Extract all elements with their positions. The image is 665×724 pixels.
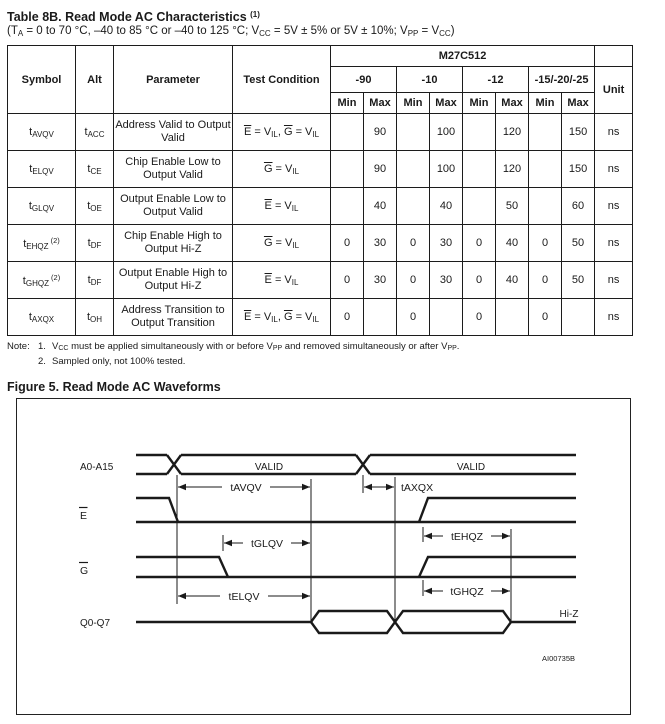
symbol-cell: $t_{EHQZ}$ $^{(2)}$ xyxy=(8,225,76,262)
value-cell: 40 xyxy=(496,225,529,262)
condition-cell: $\overline{E} = V_{IL}$, $\overline{G} = V_{IL}$ xyxy=(233,114,331,151)
parameter-cell: Address Valid to Output Valid xyxy=(114,114,233,151)
value-cell: 30 xyxy=(364,225,397,262)
header-parameter: Parameter xyxy=(114,46,233,114)
value-cell: 50 xyxy=(562,262,595,299)
read-mode-waveform-diagram xyxy=(17,399,630,714)
value-cell xyxy=(397,188,430,225)
chip-enable-signal-label: E xyxy=(80,510,88,522)
value-cell: 150 xyxy=(562,151,595,188)
alt-cell: $t_{DF}$ xyxy=(76,225,114,262)
header-min: Min xyxy=(463,93,496,114)
value-cell: 50 xyxy=(562,225,595,262)
output-data-waveform xyxy=(136,611,576,633)
header-device: M27C512 xyxy=(331,46,595,67)
condition-cell: $\overline{E} = V_{IL}$ xyxy=(233,188,331,225)
chip-enable-waveform xyxy=(136,498,576,522)
hiz-label: Hi-Z xyxy=(559,609,579,620)
value-cell: 100 xyxy=(430,151,463,188)
value-cell: 0 xyxy=(397,262,430,299)
parameter-cell: Address Transition to Output Transition xyxy=(114,299,233,336)
alt-cell: $t_{OE}$ xyxy=(76,188,114,225)
table-row xyxy=(8,188,633,225)
header-speed: -90 xyxy=(331,67,397,93)
value-cell: 0 xyxy=(331,262,364,299)
value-cell xyxy=(496,299,529,336)
unit-cell: ns xyxy=(595,188,633,225)
header-max: Max xyxy=(430,93,463,114)
value-cell: 40 xyxy=(430,188,463,225)
value-cell: 40 xyxy=(496,262,529,299)
header-max: Max xyxy=(364,93,397,114)
note-label: Note: xyxy=(7,341,30,352)
header-unit: Unit xyxy=(595,67,633,114)
table-row xyxy=(8,151,633,188)
note-number: 1. xyxy=(38,341,46,352)
unit-cell: ns xyxy=(595,225,633,262)
output-enable-waveform xyxy=(136,557,576,577)
valid-label: VALID xyxy=(456,462,486,473)
unit-cell: ns xyxy=(595,299,633,336)
symbol-cell: $t_{GHQZ}$ $^{(2)}$ xyxy=(8,262,76,299)
value-cell: 50 xyxy=(496,188,529,225)
value-cell: 0 xyxy=(397,225,430,262)
parameter-cell: Chip Enable High to Output Hi-Z xyxy=(114,225,233,262)
value-cell: 0 xyxy=(331,299,364,336)
header-max: Max xyxy=(562,93,595,114)
condition-cell: $\overline{G} = V_{IL}$ xyxy=(233,151,331,188)
value-cell xyxy=(529,188,562,225)
address-waveform xyxy=(136,455,576,474)
value-cell xyxy=(463,114,496,151)
value-cell: 0 xyxy=(529,299,562,336)
note-number: 2. xyxy=(38,356,46,367)
output-signal-label: Q0-Q7 xyxy=(80,618,111,629)
figure-title: Figure 5. Read Mode AC Waveforms xyxy=(7,380,221,394)
output-enable-signal-label: G xyxy=(80,565,89,577)
header-symbol: Symbol xyxy=(8,46,76,114)
symbol-cell: $t_{GLQV}$ xyxy=(8,188,76,225)
value-cell xyxy=(529,151,562,188)
address-signal-label: A0-A15 xyxy=(80,462,114,473)
value-cell: 0 xyxy=(529,225,562,262)
value-cell xyxy=(463,188,496,225)
taxqx-label: tAXQX xyxy=(401,482,434,494)
notes xyxy=(7,340,665,368)
value-cell xyxy=(463,151,496,188)
table-row xyxy=(8,299,633,336)
valid-label: VALID xyxy=(254,462,284,473)
value-cell: 40 xyxy=(364,188,397,225)
parameter-cell: Chip Enable Low to Output Valid xyxy=(114,151,233,188)
table-subtitle: ($T_A = 0$ to 70 °C, –40 to 85 °C or –40 to 125 °C; $V_{CC} = 5V \pm 5\%$ or 5V ± 10%; $V_{PP} = V_{CC}$) xyxy=(7,25,455,38)
header-blank xyxy=(595,46,633,67)
value-cell: 0 xyxy=(463,225,496,262)
condition-cell: $\overline{E} = V_{IL}$, $\overline{G} = V_{IL}$ xyxy=(233,299,331,336)
value-cell: 120 xyxy=(496,151,529,188)
value-cell: 30 xyxy=(430,225,463,262)
value-cell xyxy=(331,114,364,151)
parameter-cell: Output Enable Low to Output Valid xyxy=(114,188,233,225)
value-cell xyxy=(364,299,397,336)
header-min: Min xyxy=(331,93,364,114)
tghqz-label: tGHQZ xyxy=(450,586,484,598)
table-title: Table 8B. Read Mode AC Characteristics $^{(1)}$ xyxy=(7,10,260,24)
note-text: $V_{CC}$ must be applied simultaneously with or before $V_{PP}$ and removed simultaneously or after $V_{PP}$. xyxy=(52,341,460,352)
note-item xyxy=(7,340,665,355)
symbol-cell: $t_{ELQV}$ xyxy=(8,151,76,188)
telqv-label: tELQV xyxy=(228,591,260,603)
value-cell: 0 xyxy=(463,299,496,336)
note-text: Sampled only, not 100% tested. xyxy=(52,356,186,367)
unit-cell: ns xyxy=(595,262,633,299)
table-row xyxy=(8,225,633,262)
symbol-cell: $t_{AVQV}$ xyxy=(8,114,76,151)
waveform-figure xyxy=(16,398,631,715)
alt-cell: $t_{ACC}$ xyxy=(76,114,114,151)
tglqv-label: tGLQV xyxy=(250,538,284,550)
unit-cell: ns xyxy=(595,114,633,151)
symbol-cell: $t_{AXQX}$ xyxy=(8,299,76,336)
value-cell xyxy=(331,188,364,225)
value-cell: 100 xyxy=(430,114,463,151)
value-cell: 150 xyxy=(562,114,595,151)
condition-cell: $\overline{G} = V_{IL}$ xyxy=(233,225,331,262)
value-cell: 90 xyxy=(364,151,397,188)
tavqv-label: tAVQV xyxy=(230,482,262,494)
value-cell xyxy=(397,114,430,151)
value-cell xyxy=(331,151,364,188)
unit-cell: ns xyxy=(595,151,633,188)
alt-cell: $t_{DF}$ xyxy=(76,262,114,299)
alt-cell: $t_{CE}$ xyxy=(76,151,114,188)
value-cell xyxy=(562,299,595,336)
header-speed: -15/-20/-25 xyxy=(529,67,595,93)
tehqz-label: tEHQZ xyxy=(450,531,484,543)
header-test-condition: Test Condition xyxy=(233,46,331,114)
header-min: Min xyxy=(529,93,562,114)
value-cell: 0 xyxy=(331,225,364,262)
note-item xyxy=(7,355,665,368)
table-row xyxy=(8,262,633,299)
value-cell: 0 xyxy=(397,299,430,336)
condition-cell: $\overline{E} = V_{IL}$ xyxy=(233,262,331,299)
value-cell xyxy=(397,151,430,188)
table-row xyxy=(8,114,633,151)
header-alt: Alt xyxy=(76,46,114,114)
value-cell: 60 xyxy=(562,188,595,225)
value-cell: 30 xyxy=(364,262,397,299)
value-cell: 0 xyxy=(463,262,496,299)
value-cell: 120 xyxy=(496,114,529,151)
header-max: Max xyxy=(496,93,529,114)
ac-characteristics-table xyxy=(7,45,633,336)
value-cell xyxy=(529,114,562,151)
value-cell: 30 xyxy=(430,262,463,299)
header-speed: -12 xyxy=(463,67,529,93)
parameter-cell: Output Enable High to Output Hi-Z xyxy=(114,262,233,299)
value-cell: 0 xyxy=(529,262,562,299)
alt-cell: $t_{OH}$ xyxy=(76,299,114,336)
header-speed: -10 xyxy=(397,67,463,93)
value-cell: 90 xyxy=(364,114,397,151)
figure-reference-code: AI00735B xyxy=(542,654,575,663)
value-cell xyxy=(430,299,463,336)
header-min: Min xyxy=(397,93,430,114)
